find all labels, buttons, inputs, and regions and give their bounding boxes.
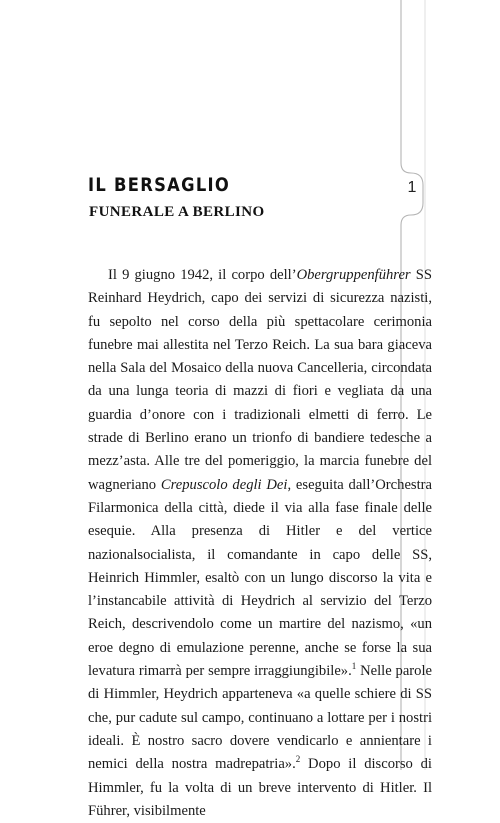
chapter-title: IL BERSAGLIO: [88, 174, 231, 196]
chapter-subtitle: FUNERALE A BERLINO: [89, 204, 265, 220]
body-paragraph: [88, 264, 432, 823]
footnote-ref-1: 1: [351, 661, 357, 672]
body-text-segment: Dopo il discorso di Himmler, fu la volta di un breve intervento di Hitler. Il Führer, visibilmente: [88, 756, 432, 819]
chapter-number: 1: [407, 179, 417, 196]
body-text-segment: Nelle parole di Himmler, Heydrich apparteneva «a quelle schiere di SS che, pur cadute sul campo, continuano a lottare per i nostri ideali. È nostro sacro dovere vendicarlo e annientare i nemici della nostra madrepatria».: [88, 663, 432, 773]
body-text-segment: SS Reinhard Heydrich, capo dei servizi di sicurezza nazisti, fu sepolto nel corso della più spettacolare cerimonia funebre mai allestita nel Terzo Reich. La sua bara giaceva nella Sala del Mosaico della nuova Cancelleria, circondata da una lunga teoria di mazzi di fiori e vegliata da una guardia d’onore con i tradizionali elmetti di ferro. Le strade di Berlino erano un trionfo di bandiere tedesche a mezz’asta. Alle tre del pomeriggio, la marcia funebre del wagneriano: [88, 267, 432, 493]
footnote-ref-2: 2: [295, 754, 301, 765]
italic-term-obergruppenfuhrer: Obergruppenführer: [296, 267, 411, 283]
body-text-segment: , eseguita dall’Orchestra Filarmonica della città, diede il via alla fase finale delle esequie. Alla presenza di Hitler e del vertice nazionalsocialista, il comandante in capo delle SS, Heinrich Himmler, esaltò con un lungo discorso la vita e l’instancabile attività di Heydrich al servizio del Terzo Reich, descrivendolo come un martire del nazismo, «un eroe degno di emulazione perenne, anche se forse la sua levatura rimarrà per sempre irraggiungibile».: [88, 476, 432, 680]
body-text-segment: Il 9 giugno 1942, il corpo dell’: [108, 267, 297, 283]
italic-title-crepuscolo: Crepuscolo degli Dei: [160, 476, 288, 493]
